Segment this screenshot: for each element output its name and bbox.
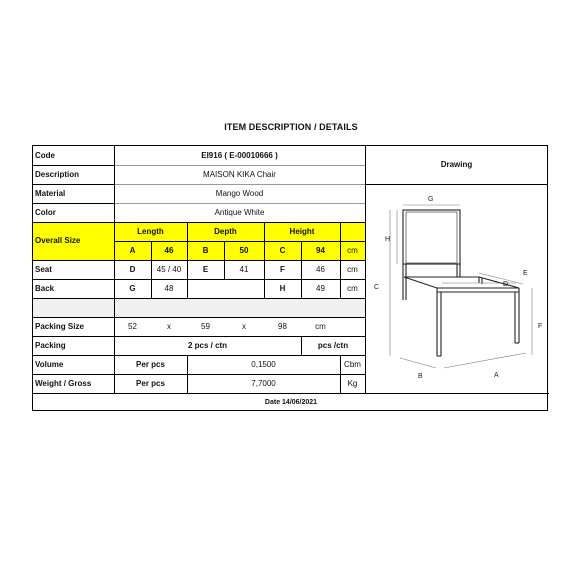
seat-d-letter: D xyxy=(129,264,136,274)
grid-line xyxy=(224,241,225,279)
grid-line xyxy=(264,222,265,260)
chair-drawing xyxy=(366,185,548,393)
overall-b-letter: B xyxy=(187,241,224,260)
chair-backrest-inner xyxy=(406,212,457,263)
grid-line xyxy=(33,374,365,375)
grid-line xyxy=(33,222,365,223)
grid-line xyxy=(33,298,365,299)
drawing-label-c: C xyxy=(374,284,380,291)
back-h-value: 49 xyxy=(316,283,325,293)
volume-value: 0,1500 xyxy=(251,359,276,369)
volume-unit: Cbm xyxy=(344,359,361,369)
back-g-letter: G xyxy=(129,283,136,293)
overall-size-label: Overall Size xyxy=(33,222,114,260)
overall-header-spacer xyxy=(340,222,365,241)
spacer-row xyxy=(33,298,365,317)
packing-unit: pcs /ctn xyxy=(317,340,349,350)
grid-line xyxy=(114,184,365,185)
grid-line xyxy=(33,336,365,337)
volume-label: Volume xyxy=(35,359,64,369)
drawing-label-f: F xyxy=(538,323,543,330)
packing-size-x2: x xyxy=(242,321,246,331)
code-label: Code xyxy=(35,150,55,160)
grid-line xyxy=(114,165,365,166)
packing-label: Packing xyxy=(35,340,66,350)
grid-line xyxy=(33,203,114,204)
back-label: Back xyxy=(35,283,55,293)
description-label: Description xyxy=(35,169,80,179)
length-header: Length xyxy=(114,222,187,241)
item-details-table xyxy=(32,145,548,411)
packing-size-height: 98 xyxy=(278,321,287,331)
grid-line xyxy=(301,336,302,355)
grid-line xyxy=(264,260,265,298)
grid-line xyxy=(340,222,341,298)
drawing-label-d: D xyxy=(503,281,509,288)
seat-label: Seat xyxy=(35,264,52,274)
grid-line xyxy=(33,393,549,394)
document-title: ITEM DESCRIPTION / DETAILS xyxy=(224,122,358,132)
overall-c-letter: C xyxy=(264,241,301,260)
packing-size-width: 59 xyxy=(201,321,210,331)
grid-line xyxy=(114,146,115,393)
color-label: Color xyxy=(35,207,56,217)
chair-backrest xyxy=(403,210,460,264)
grid-line xyxy=(114,203,365,204)
packing-value: 2 pcs / ctn xyxy=(187,340,228,350)
grid-line xyxy=(33,184,114,185)
overall-b-value: 50 xyxy=(224,241,264,260)
depth-header: Depth xyxy=(187,222,264,241)
grid-line xyxy=(33,260,365,261)
grid-line xyxy=(33,317,365,318)
back-h-letter: H xyxy=(279,283,286,293)
color-value: Antique White xyxy=(214,207,265,217)
overall-a-letter: A xyxy=(114,241,151,260)
seat-e-letter: E xyxy=(202,264,209,274)
overall-unit: cm xyxy=(340,241,365,260)
date-footer: Date 14/06/2021 xyxy=(264,399,318,406)
seat-unit: cm xyxy=(347,264,358,274)
drawing-label-a: A xyxy=(494,372,499,379)
grid-line xyxy=(33,279,365,280)
grid-line xyxy=(301,241,302,298)
packing-size-length: 52 xyxy=(128,321,137,331)
grid-line xyxy=(340,355,341,393)
weight-per: Per pcs xyxy=(136,378,165,388)
code-value: EI916 ( E-00010666 ) xyxy=(201,150,278,160)
seat-e-value: 41 xyxy=(239,264,249,274)
weight-value: 7,7000 xyxy=(251,378,276,388)
grid-line xyxy=(187,222,188,260)
grid-line xyxy=(33,165,114,166)
dim-line-a xyxy=(444,353,526,368)
back-unit: cm xyxy=(347,283,358,293)
dim-line-b xyxy=(400,358,436,368)
drawing-label-e: E xyxy=(523,270,528,277)
seat-f-letter: F xyxy=(280,264,285,274)
drawing-label-h: H xyxy=(385,236,391,243)
grid-line xyxy=(33,355,365,356)
drawing-label-g: G xyxy=(428,196,434,203)
weight-unit: Kg xyxy=(347,378,358,388)
back-g-value: 48 xyxy=(164,283,174,293)
seat-d-value: 45 / 40 xyxy=(156,264,182,274)
material-value: Mango Wood xyxy=(215,188,264,198)
seat-f-value: 46 xyxy=(316,264,325,274)
material-label: Material xyxy=(35,188,66,198)
weight-label: Weight / Gross xyxy=(35,378,92,388)
overall-c-value: 94 xyxy=(301,241,340,260)
grid-line xyxy=(151,241,152,298)
drawing-header: Drawing xyxy=(440,160,473,169)
grid-line xyxy=(187,260,188,298)
overall-a-value: 46 xyxy=(151,241,187,260)
packing-size-label: Packing Size xyxy=(35,321,84,331)
packing-size-x1: x xyxy=(167,321,171,331)
drawing-label-b: B xyxy=(418,373,423,380)
packing-size-unit: cm xyxy=(315,321,326,331)
height-header: Height xyxy=(264,222,340,241)
description-value: MAISON KIKA Chair xyxy=(203,169,276,179)
grid-line xyxy=(187,355,188,393)
volume-per: Per pcs xyxy=(136,359,165,369)
